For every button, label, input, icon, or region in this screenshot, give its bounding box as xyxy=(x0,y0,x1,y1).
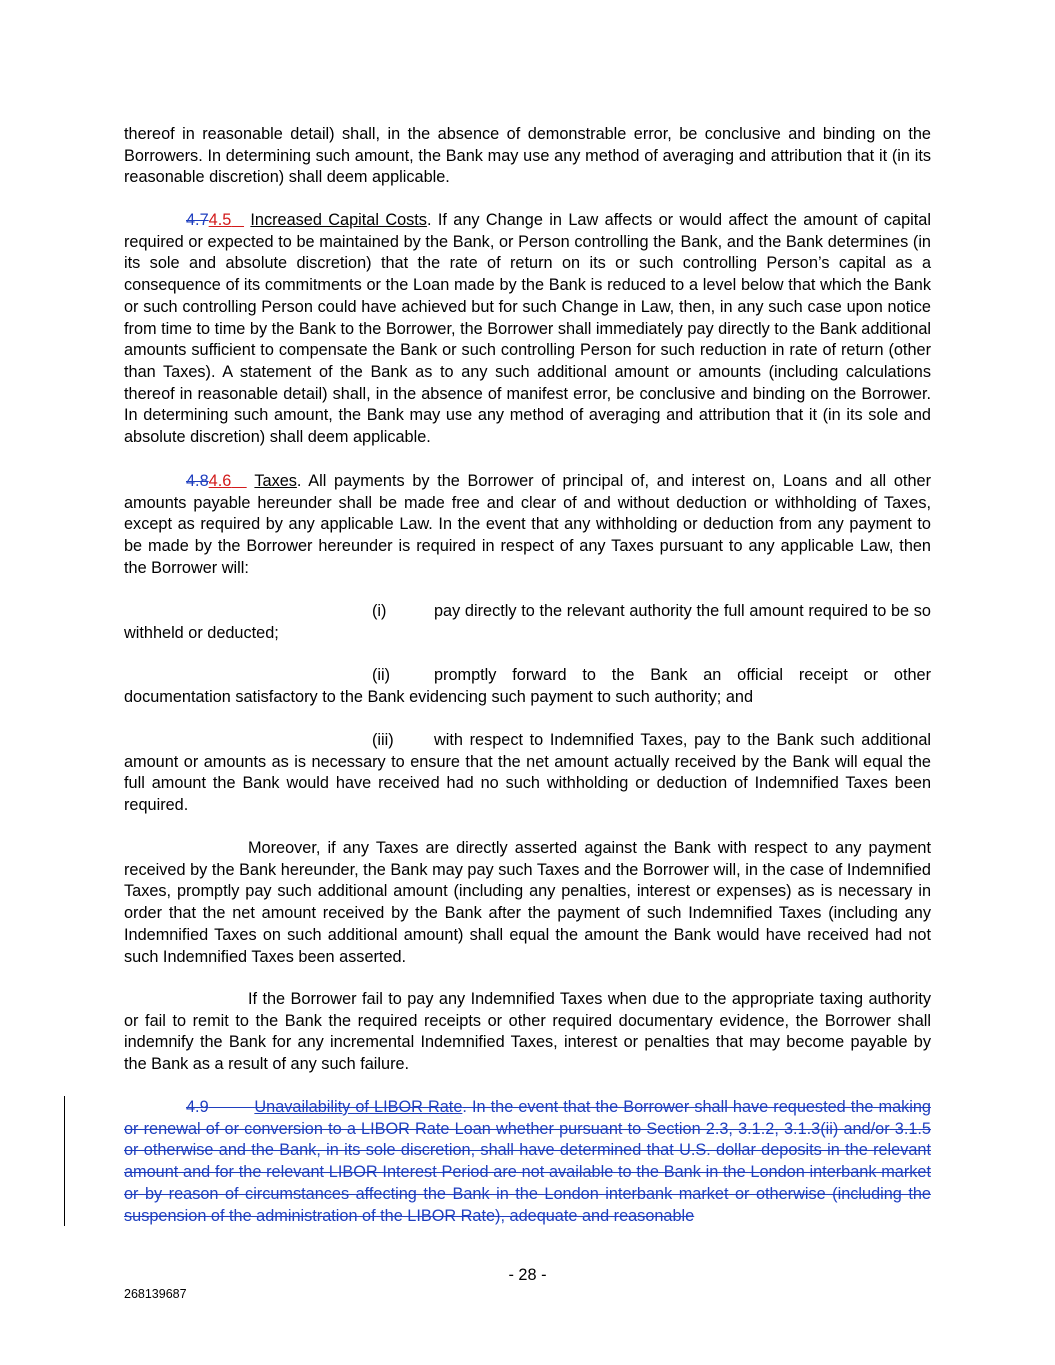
paragraph-if-fail: If the Borrower fail to pay any Indemnified Taxes when due to the appropriate taxing authority or fail to remit to the Bank the required receipts or other required documentary evidence, the Borrower shall indemnify the Bank for any incremental Indemnified Taxes, interest or penalties that may become payable by the Bank as a result of any such failure. xyxy=(124,990,931,1074)
paragraph-moreover: Moreover, if any Taxes are directly asserted against the Bank with respect to any payment received by the Bank hereunder, the Bank may pay such Taxes and the Borrower will, in the case of Indemnified Taxes, promptly pay such additional amount (including any penalties, interest or expenses) as is necessary in order that the net amount received by the Bank after the payment of such Indemnified Taxes (including any Indemnified Taxes on such additional amount) shall equal the amount the Bank would have received had not such Indemnified Taxes been asserted. xyxy=(124,839,931,966)
change-bar xyxy=(64,1096,65,1226)
inserted-section-number: 4.6 xyxy=(208,472,232,490)
document-id: 268139687 xyxy=(124,1287,187,1301)
deleted-section-number: 4.8 xyxy=(186,472,209,490)
section-body: . All payments by the Borrower of principal of, and interest on, Loans and all other amounts payable hereunder shall be made free and clear of and without deduction or withholding of Taxes, except as required by any applicable Law. In the event that any withholding or deduction from any payment to be made by the Borrower hereunder is required in respect of any Taxes pursuant to any applicable Law, then the Borrower will: xyxy=(124,472,931,577)
list-item-ii xyxy=(124,665,931,708)
paragraph-continuation: thereof in reasonable detail) shall, in the absence of demonstrable error, be conclusive and binding on the Borrowers. In determining such amount, the Bank may use any method of averaging and attribution that it (in its reasonable discretion) shall deem applicable. xyxy=(124,125,931,187)
list-item-label: (ii) xyxy=(372,666,391,684)
inserted-section-number: 4.5 xyxy=(208,211,232,229)
section-4-6 xyxy=(124,471,931,580)
list-item-label: (iii) xyxy=(372,731,394,749)
section-body: . In the event that the Borrower shall have requested the making or renewal of or conversion to a LIBOR Rate Loan whether pursuant to Section 2.3, 3.1.2, 3.1.3(ii) and/or 3.1.5 or otherwise and the Bank, in its sole discretion, shall have determined that U.S. dollar deposits in the relevant amount and for the relevant LIBOR Interest Period are not available to the Bank in the London interbank market or by reason of circumstances affecting the Bank in the London interbank market or otherwise (including the suspension of the administration of the LIBOR Rate), adequate and reasonable xyxy=(124,1098,931,1225)
list-item-label: (i) xyxy=(372,602,387,620)
section-4-9-deleted xyxy=(124,1097,931,1227)
list-item-text: promptly forward to the Bank an official receipt or other documentation satisfactory to the Bank evidencing such payment to such authority; and xyxy=(124,666,931,706)
list-item-iii xyxy=(124,730,931,817)
deleted-section-number: 4.7 xyxy=(186,211,209,229)
deleted-section-number: 4.9 xyxy=(186,1098,209,1116)
section-heading: Taxes xyxy=(254,472,297,490)
page-number: - 28 - xyxy=(508,1266,547,1284)
section-heading: Increased Capital Costs xyxy=(250,211,427,229)
section-4-5 xyxy=(124,210,931,449)
list-item-text: pay directly to the relevant authority the full amount required to be so withheld or deducted; xyxy=(124,602,931,642)
section-body: . If any Change in Law affects or would affect the amount of capital required or expected to be maintained by the Bank, or Person controlling the Bank, and the Bank determines (in its sole and absolute discretion) that the rate of return on its or such controlling Person’s capital as a consequence of its commitments or the Loan made by the Bank is reduced to a level below that which the Bank or such controlling Person could have achieved but for such Change in Law, then, in any such case upon notice from time to time by the Bank to the Borrower, the Borrower shall immediately pay directly to the Bank additional amounts sufficient to compensate the Bank or such controlling Person for such reduction in rate of return (other than Taxes). A statement of the Bank as to any such additional amount or amounts (including calculations thereof in reasonable detail) shall, in the absence of manifest error, be conclusive and binding on the Borrower. In determining such amount, the Bank may use any method of averaging and attribution that it (in its sole and absolute discretion) shall deem applicable. xyxy=(124,211,931,447)
list-item-i xyxy=(124,601,931,644)
section-heading: Unavailability of LIBOR Rate xyxy=(254,1098,463,1116)
list-item-text: with respect to Indemnified Taxes, pay to the Bank such additional amount or amounts as is necessary to ensure that the net amount actually received by the Bank will equal the full amount the Bank would have received had no such withholding or deduction of Indemnified Taxes been required. xyxy=(124,731,931,815)
